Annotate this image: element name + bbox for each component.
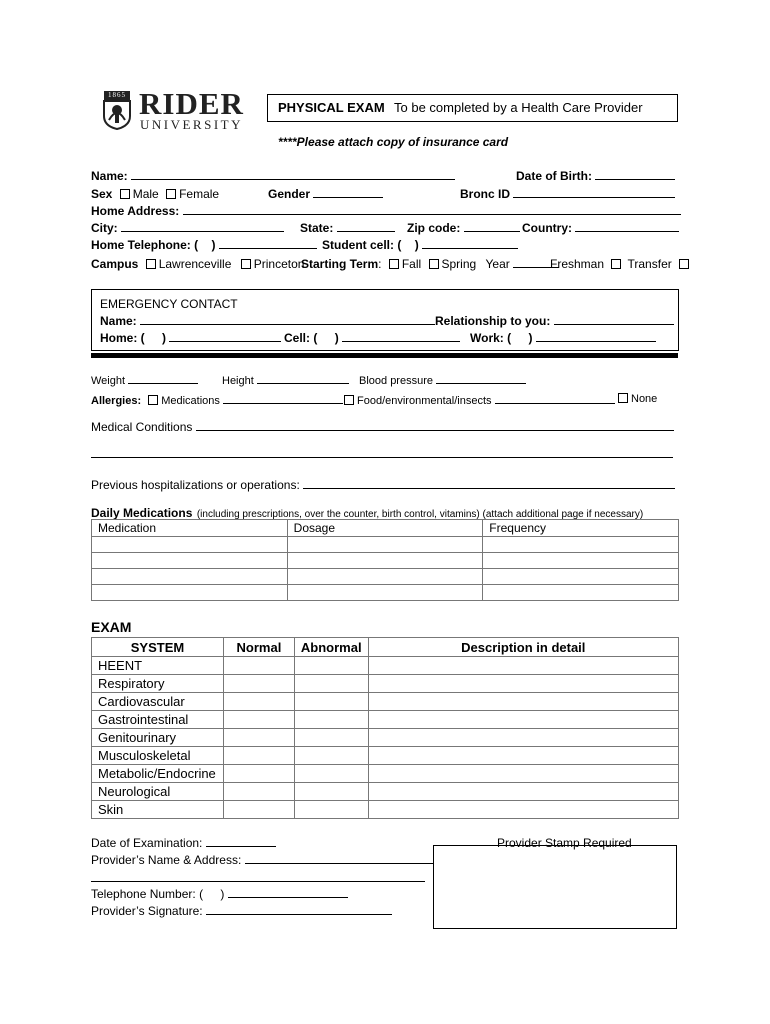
medication-cell[interactable] <box>92 553 288 569</box>
food-allergy-row <box>340 393 615 407</box>
campus-row <box>91 257 304 271</box>
name-row <box>91 169 455 183</box>
city-field[interactable] <box>121 221 284 232</box>
food-checkbox[interactable] <box>344 395 354 405</box>
student-cell-label: Student cell: ( <box>322 238 402 252</box>
student-cell-paren: ) <box>414 238 419 252</box>
transfer-checkbox[interactable] <box>679 259 689 269</box>
ec-home-label: Home: ( <box>100 331 145 345</box>
zip-label: Zip code: <box>407 221 461 235</box>
spring-label: Spring <box>441 257 477 271</box>
ec-work-field[interactable] <box>536 331 656 342</box>
dosage-cell[interactable] <box>287 569 483 585</box>
home-phone-paren: ) <box>211 238 216 252</box>
ec-work-label: Work: ( <box>470 331 512 345</box>
daily-meds-heading: Daily Medications <box>91 506 193 520</box>
system-name: Cardiovascular <box>92 693 224 711</box>
table-row <box>92 765 679 783</box>
female-label: Female <box>179 187 220 201</box>
transfer-label: Transfer <box>627 257 672 271</box>
fall-label: Fall <box>401 257 422 271</box>
student-cell-row <box>322 238 518 252</box>
table-row <box>92 711 679 729</box>
insurance-note: ****Please attach copy of insurance card <box>278 135 509 149</box>
description-cell[interactable] <box>368 747 678 765</box>
table-row <box>92 675 679 693</box>
col-system: SYSTEM <box>92 638 224 657</box>
medications-allergy-field[interactable] <box>223 393 343 404</box>
starting-term-label: Starting Term <box>301 257 379 271</box>
provider-stamp-label: Provider Stamp Required <box>497 836 632 850</box>
ec-work-row <box>470 331 656 345</box>
system-name: Skin <box>92 801 224 819</box>
provider-name-label: Provider’s Name & Address: <box>91 853 242 867</box>
lawrenceville-label: Lawrenceville <box>158 257 232 271</box>
food-allergy-label: Food/environmental/insects <box>357 395 492 407</box>
description-cell[interactable] <box>368 675 678 693</box>
height-row <box>222 373 349 387</box>
ec-home-field[interactable] <box>169 331 281 342</box>
bronc-row <box>460 187 675 201</box>
male-checkbox[interactable] <box>120 189 130 199</box>
medication-cell[interactable] <box>92 537 288 553</box>
table-row <box>92 729 679 747</box>
table-row <box>92 569 679 585</box>
abnormal-cell[interactable] <box>294 765 368 783</box>
frequency-cell[interactable] <box>483 569 679 585</box>
medication-cell[interactable] <box>92 585 288 601</box>
gender-field[interactable] <box>313 187 383 198</box>
provider-name-field[interactable] <box>245 853 433 864</box>
spring-checkbox[interactable] <box>429 259 439 269</box>
dosage-cell[interactable] <box>287 585 483 601</box>
col-medication: Medication <box>92 520 288 537</box>
medical-conditions-field[interactable] <box>196 420 674 431</box>
ec-work-paren: ) <box>528 331 533 345</box>
normal-cell[interactable] <box>223 783 294 801</box>
system-name: Musculoskeletal <box>92 747 224 765</box>
table-row <box>92 585 679 601</box>
bp-label: Blood pressure <box>359 375 433 387</box>
princeton-checkbox[interactable] <box>241 259 251 269</box>
exam-table <box>91 637 679 819</box>
normal-cell[interactable] <box>223 657 294 675</box>
emergency-heading: EMERGENCY CONTACT <box>100 297 238 311</box>
dob-label: Date of Birth: <box>516 169 592 183</box>
provider-signature-field[interactable] <box>206 904 392 915</box>
ec-home-paren: ) <box>162 331 167 345</box>
female-checkbox[interactable] <box>166 189 176 199</box>
system-name: Respiratory <box>92 675 224 693</box>
zip-row <box>407 221 520 235</box>
state-row <box>300 221 395 235</box>
provider-phone-label: Telephone Number: ( <box>91 887 204 901</box>
provider-signature-label: Provider’s Signature: <box>91 904 203 918</box>
name-label: Name: <box>91 169 128 183</box>
abnormal-cell[interactable] <box>294 729 368 747</box>
ec-relationship-row <box>435 314 674 328</box>
table-row <box>92 657 679 675</box>
provider-stamp-box[interactable] <box>433 845 677 929</box>
abnormal-cell[interactable] <box>294 675 368 693</box>
student-type-row <box>550 257 692 271</box>
starting-term-colon: : <box>378 257 382 271</box>
state-field[interactable] <box>337 221 395 232</box>
ec-cell-paren: ) <box>334 331 339 345</box>
provider-signature-row <box>91 904 392 918</box>
gender-label: Gender <box>268 187 311 201</box>
abnormal-cell[interactable] <box>294 747 368 765</box>
year-label: Year <box>485 257 510 271</box>
medication-cell[interactable] <box>92 569 288 585</box>
home-address-row <box>91 204 681 218</box>
table-row <box>92 537 679 553</box>
country-label: Country: <box>522 221 572 235</box>
exam-date-row <box>91 836 276 850</box>
none-allergy-row <box>614 393 657 405</box>
normal-cell[interactable] <box>223 675 294 693</box>
dosage-cell[interactable] <box>287 537 483 553</box>
exam-date-label: Date of Examination: <box>91 836 203 850</box>
weight-label: Weight <box>91 375 126 387</box>
ec-name-field[interactable] <box>140 314 435 325</box>
prev-hosp-label: Previous hospitalizations or operations: <box>91 478 300 492</box>
col-description: Description in detail <box>368 638 678 657</box>
home-address-label: Home Address: <box>91 204 180 218</box>
description-cell[interactable] <box>368 693 678 711</box>
male-label: Male <box>132 187 159 201</box>
abnormal-cell[interactable] <box>294 783 368 801</box>
none-checkbox[interactable] <box>618 393 628 403</box>
medications-allergy-label: Medications <box>161 395 220 407</box>
description-cell[interactable] <box>368 801 678 819</box>
city-label: City: <box>91 221 118 235</box>
home-address-field[interactable] <box>183 204 681 215</box>
ec-cell-label: Cell: ( <box>284 331 318 345</box>
ec-cell-field[interactable] <box>342 331 460 342</box>
system-name: Neurological <box>92 783 224 801</box>
description-cell[interactable] <box>368 765 678 783</box>
none-label: None <box>631 393 658 405</box>
allergies-row <box>91 393 343 407</box>
table-header-row <box>92 520 679 537</box>
home-phone-label: Home Telephone: ( <box>91 238 199 252</box>
section-divider <box>91 353 678 358</box>
height-label: Height <box>222 375 254 387</box>
normal-cell[interactable] <box>223 801 294 819</box>
table-row <box>92 693 679 711</box>
bronc-id-field[interactable] <box>513 187 675 198</box>
bp-row <box>359 373 526 387</box>
description-cell[interactable] <box>368 783 678 801</box>
ec-name-row <box>100 314 435 328</box>
frequency-cell[interactable] <box>483 585 679 601</box>
provider-phone-paren: ) <box>220 887 225 901</box>
ec-relationship-field[interactable] <box>554 314 674 325</box>
sex-label: Sex <box>91 187 113 201</box>
frequency-cell[interactable] <box>483 553 679 569</box>
freshman-checkbox[interactable] <box>611 259 621 269</box>
ec-relationship-label: Relationship to you: <box>435 314 551 328</box>
abnormal-cell[interactable] <box>294 711 368 729</box>
provider-name-row <box>91 853 433 867</box>
system-name: Metabolic/Endocrine <box>92 765 224 783</box>
gender-row <box>268 187 383 201</box>
col-abnormal: Abnormal <box>294 638 368 657</box>
campus-label: Campus <box>91 257 139 271</box>
exam-date-field[interactable] <box>206 836 276 847</box>
frequency-cell[interactable] <box>483 537 679 553</box>
lawrenceville-checkbox[interactable] <box>146 259 156 269</box>
dob-row <box>516 169 675 183</box>
prev-hosp-row <box>91 478 675 492</box>
medications-checkbox[interactable] <box>148 395 158 405</box>
table-row <box>92 747 679 765</box>
provider-phone-row <box>91 887 348 901</box>
height-field[interactable] <box>257 373 349 384</box>
normal-cell[interactable] <box>223 747 294 765</box>
home-phone-field[interactable] <box>219 238 317 249</box>
exam-header-row <box>92 638 679 657</box>
princeton-label: Princeton <box>253 257 305 271</box>
country-field[interactable] <box>575 221 679 232</box>
dob-field[interactable] <box>595 169 675 180</box>
ec-cell-row <box>284 331 460 345</box>
bronc-id-label: Bronc ID <box>460 187 511 201</box>
city-row <box>91 221 284 235</box>
weight-field[interactable] <box>128 373 198 384</box>
country-row <box>522 221 679 235</box>
medical-conditions-line-2[interactable] <box>91 457 673 458</box>
system-name: Gastrointestinal <box>92 711 224 729</box>
name-field[interactable] <box>131 169 455 180</box>
allergies-label: Allergies: <box>91 395 142 407</box>
medical-conditions-label: Medical Conditions <box>91 420 193 434</box>
description-cell[interactable] <box>368 711 678 729</box>
dosage-cell[interactable] <box>287 553 483 569</box>
home-phone-row <box>91 238 317 252</box>
description-cell[interactable] <box>368 657 678 675</box>
zip-field[interactable] <box>464 221 520 232</box>
state-label: State: <box>300 221 334 235</box>
ec-name-label: Name: <box>100 314 137 328</box>
page-title: PHYSICAL EXAM <box>278 100 385 115</box>
page-subtitle: To be completed by a Health Care Provider <box>394 100 643 115</box>
logo-subtitle: UNIVERSITY <box>140 117 243 132</box>
exam-heading: EXAM <box>91 619 132 635</box>
normal-cell[interactable] <box>223 711 294 729</box>
abnormal-cell[interactable] <box>294 657 368 675</box>
normal-cell[interactable] <box>223 729 294 747</box>
provider-address-line[interactable] <box>91 881 425 882</box>
student-cell-field[interactable] <box>422 238 518 249</box>
logo-year: 1865 <box>108 91 126 99</box>
description-cell[interactable] <box>368 729 678 747</box>
provider-phone-field[interactable] <box>228 887 348 898</box>
medications-table <box>91 519 679 601</box>
starting-term-row <box>301 257 559 271</box>
col-dosage: Dosage <box>287 520 483 537</box>
normal-cell[interactable] <box>223 693 294 711</box>
system-name: HEENT <box>92 657 224 675</box>
food-allergy-field[interactable] <box>495 393 615 404</box>
table-row <box>92 783 679 801</box>
freshman-label: Freshman <box>550 257 605 271</box>
fall-checkbox[interactable] <box>389 259 399 269</box>
abnormal-cell[interactable] <box>294 801 368 819</box>
table-row <box>92 801 679 819</box>
medical-conditions-row <box>91 420 674 434</box>
normal-cell[interactable] <box>223 765 294 783</box>
header-box <box>267 94 678 122</box>
rider-logo <box>103 86 245 132</box>
ec-home-row <box>100 331 281 345</box>
logo-name: RIDER <box>139 86 244 121</box>
col-frequency: Frequency <box>483 520 679 537</box>
daily-meds-note: (including prescriptions, over the counter, birth control, vitamins) (attach additional page if necessary) <box>196 509 644 520</box>
abnormal-cell[interactable] <box>294 693 368 711</box>
table-row <box>92 553 679 569</box>
weight-row <box>91 373 198 387</box>
col-normal: Normal <box>223 638 294 657</box>
system-name: Genitourinary <box>92 729 224 747</box>
sex-row <box>91 187 219 201</box>
prev-hosp-field[interactable] <box>303 478 675 489</box>
bp-field[interactable] <box>436 373 526 384</box>
